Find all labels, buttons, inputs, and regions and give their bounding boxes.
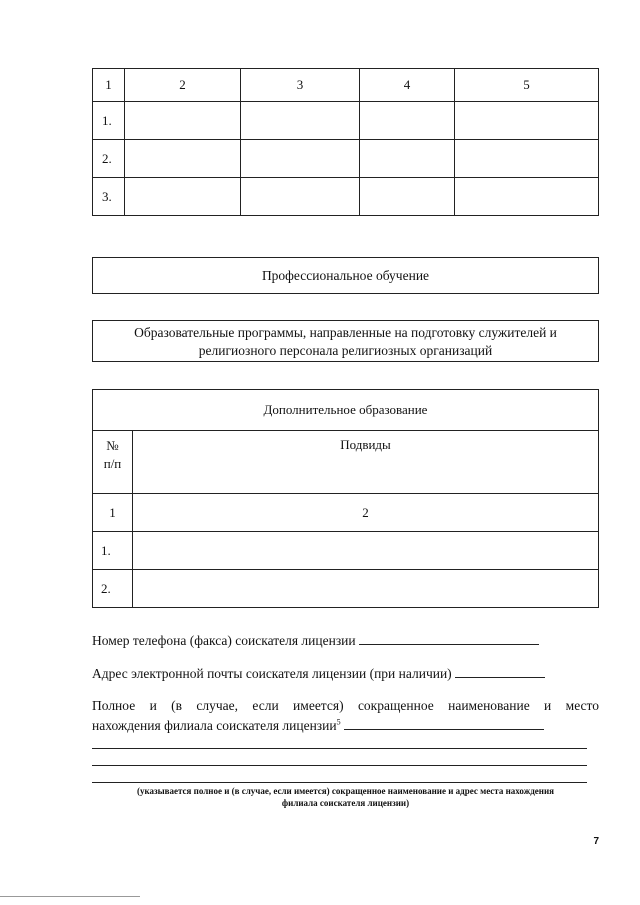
professional-training-box: [92, 257, 599, 294]
professional-training-label: Профессиональное обучение: [261, 268, 430, 283]
table-row: [93, 532, 599, 570]
religious-programs-line1: Образовательные программы, направленные на подготовку служителей и: [134, 325, 557, 340]
table-cell[interactable]: [133, 532, 599, 570]
row-number: 1.: [93, 532, 133, 570]
email-field-row: [92, 664, 545, 682]
page-number: 7: [593, 836, 599, 847]
table-header-row: [93, 69, 599, 102]
religious-programs-box: [92, 320, 599, 362]
number-abbrev: п/п: [103, 456, 122, 471]
branch-note: [92, 785, 599, 809]
table-cell[interactable]: [125, 102, 241, 140]
header-cell: 3: [241, 69, 360, 102]
table-cell[interactable]: [455, 140, 599, 178]
branch-input-line[interactable]: [344, 716, 544, 730]
index-cell: 2: [133, 494, 599, 532]
table-row: [93, 102, 599, 140]
table-cell[interactable]: [455, 102, 599, 140]
row-number: 2.: [93, 140, 125, 178]
branch-field-row: [92, 716, 544, 734]
index-cell: 1: [93, 494, 133, 532]
row-number: 3.: [93, 178, 125, 216]
table-cell[interactable]: [241, 102, 360, 140]
footer-rule: [0, 896, 140, 897]
number-sign: №: [106, 438, 119, 453]
table-row: [93, 570, 599, 608]
subtypes-column-header: Подвиды: [133, 431, 599, 494]
table-cell[interactable]: [455, 178, 599, 216]
table-cell[interactable]: [360, 102, 455, 140]
table-cell[interactable]: [125, 178, 241, 216]
email-input-line[interactable]: [455, 664, 545, 678]
branch-input-line-4[interactable]: [92, 782, 587, 783]
table-cell[interactable]: [241, 140, 360, 178]
table-cell[interactable]: [125, 140, 241, 178]
email-label: Адрес электронной почты соискателя лицензии (при наличии): [92, 666, 452, 681]
header-cell: 5: [455, 69, 599, 102]
table-cell[interactable]: [360, 178, 455, 216]
subheader-row: [93, 431, 599, 494]
branch-label-line1: Полное и (в случае, если имеется) сокращенное наименование и место: [92, 698, 599, 713]
table-row: [93, 178, 599, 216]
footnote-mark: 5: [336, 717, 341, 727]
row-number: 1.: [93, 102, 125, 140]
phone-label: Номер телефона (факса) соискателя лицензии: [92, 633, 356, 648]
index-row: [93, 494, 599, 532]
branch-input-line-2[interactable]: [92, 748, 587, 749]
additional-education-title: Дополнительное образование: [93, 390, 599, 431]
branch-note-line1: (указывается полное и (в случае, если имеется) сокращенное наименование и адрес места нахождения: [136, 786, 555, 796]
additional-education-table: [92, 389, 599, 608]
phone-input-line[interactable]: [359, 631, 539, 645]
header-cell: 1: [93, 69, 125, 102]
row-number: 2.: [93, 570, 133, 608]
title-row: [93, 390, 599, 431]
table-cell[interactable]: [360, 140, 455, 178]
header-cell: 4: [360, 69, 455, 102]
branch-label-line2: нахождения филиала соискателя лицензии: [92, 718, 337, 733]
top-table: [92, 68, 599, 216]
header-cell: 2: [125, 69, 241, 102]
table-row: [93, 140, 599, 178]
phone-field-row: [92, 631, 539, 649]
table-cell[interactable]: [133, 570, 599, 608]
number-column-header: [93, 431, 133, 494]
religious-programs-line2: религиозного персонала религиозных организаций: [198, 343, 493, 358]
branch-note-line2: филиала соискателя лицензии): [281, 798, 410, 808]
table-cell[interactable]: [241, 178, 360, 216]
branch-input-line-3[interactable]: [92, 765, 587, 766]
